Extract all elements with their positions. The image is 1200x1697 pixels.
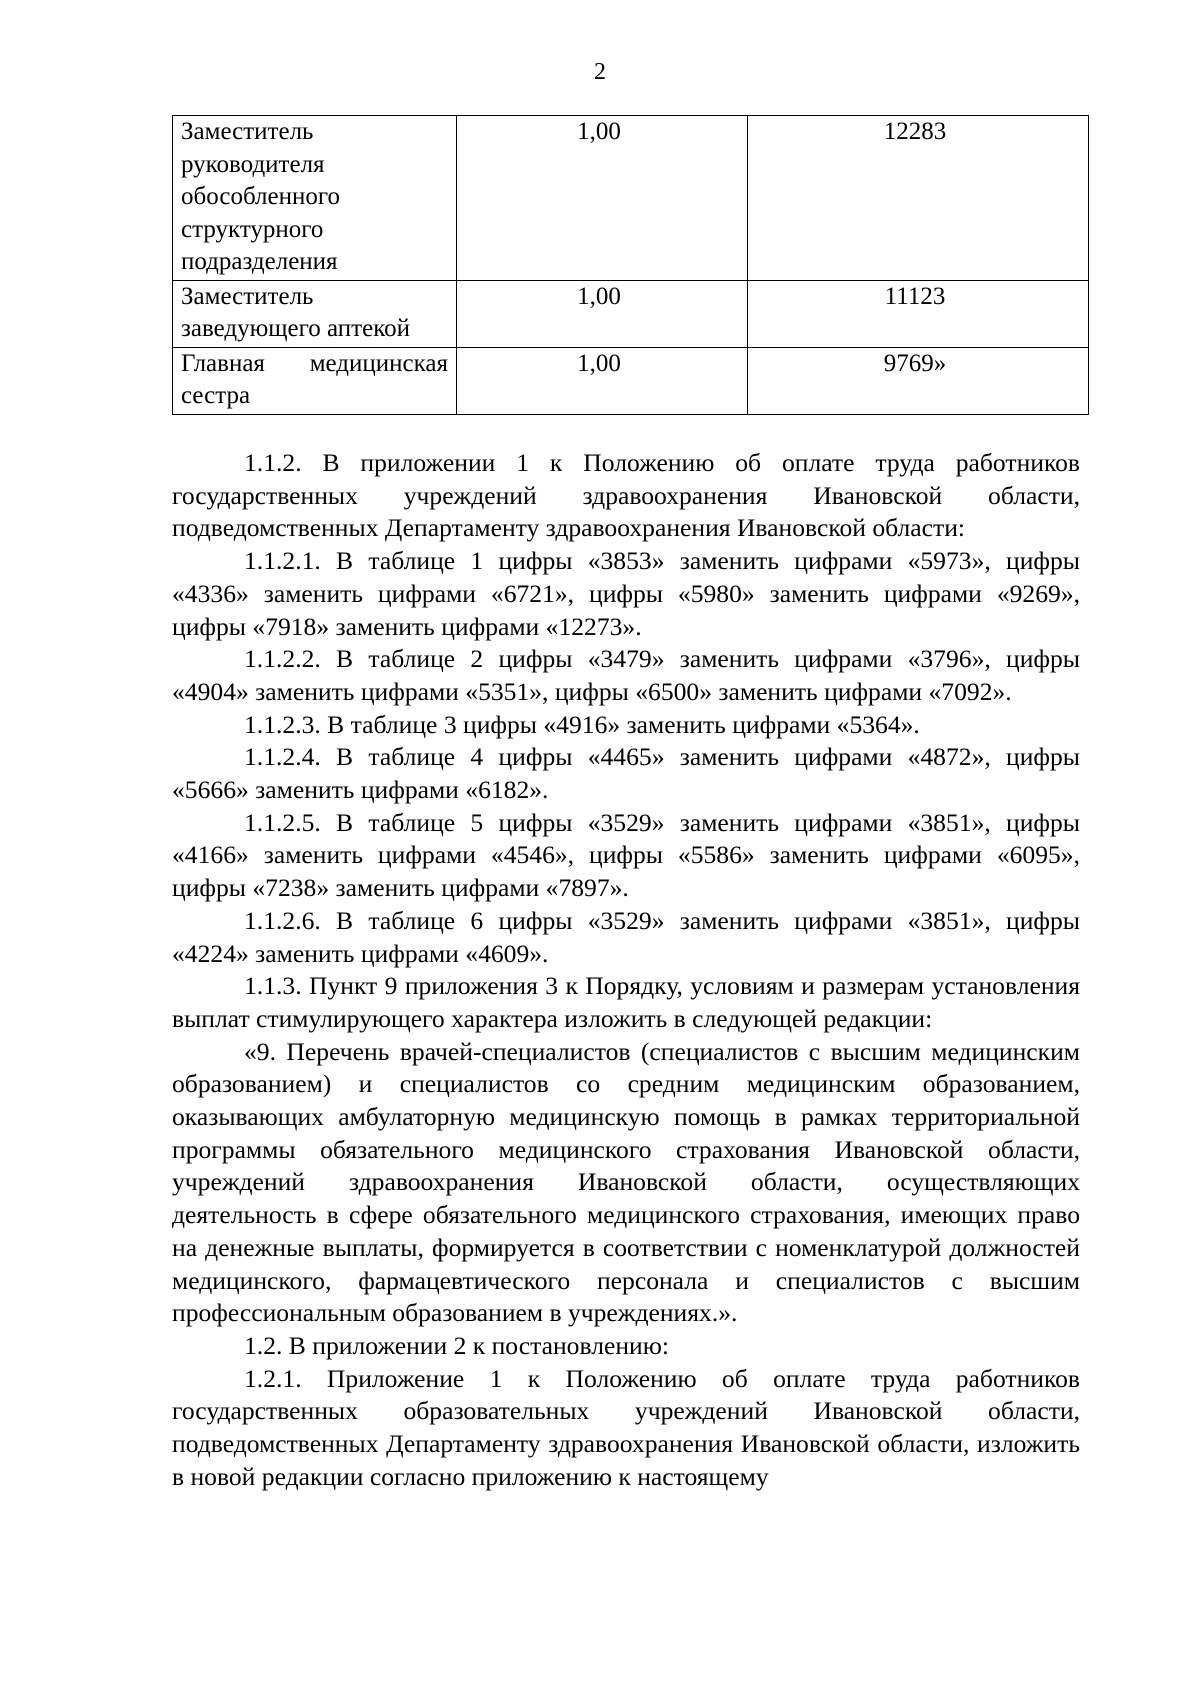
salary-cell (748, 116, 1089, 281)
salary-cell (748, 347, 1089, 414)
document-body (172, 447, 1080, 1494)
position-cell: Заместитель руководителя обособленного структурного подразделения (173, 116, 457, 281)
paragraph-1-1-2-3: 1.1.2.3. В таблице 3 цифры «4916» заменить цифрами «5364». (244, 709, 920, 739)
table-row (173, 347, 1089, 414)
rate-value: 1,00 (577, 349, 621, 377)
rate-cell (457, 347, 748, 414)
staff-salary-table (172, 115, 1089, 415)
rate-cell (457, 280, 748, 347)
salary-value: 11123 (884, 282, 946, 310)
salary-value: 12283 (883, 118, 947, 145)
page-number: 2 (594, 59, 606, 85)
paragraph-1-1-3: 1.1.3. Пункт 9 приложения 3 к Порядку, условиям и размерам установления выплат стимулирующего характера изложить в следующей редакции: (172, 971, 1080, 1033)
paragraph-1-2-1: 1.2.1. Приложение 1 к Положению об оплате труда работников государственных образовательных учреждений Ивановской области, подведомственных Департаменту здравоохранения Ивановской области, изложить в новой редакции согласно приложению к настоящему (172, 1363, 1080, 1491)
paragraph-quote-9: «9. Перечень врачей-специалистов (специалистов с высшим медицинским образованием) и специалистов со средним медицинским образованием, оказывающих амбулаторную медицинскую помощь в рамках территориальной программы обязательного медицинского страхования Ивановской области, учреждений здравоохранения Ивановской области, осуществляющих деятельность в сфере обязательного медицинского страхования, имеющих право на денежные выплаты, формируется в соответствии с номенклатурой должностей медицинского, фармацевтического персонала и специалистов с высшим профессиональным образованием в учреждениях.». (172, 1036, 1080, 1328)
paragraph-1-1-2-6: 1.1.2.6. В таблице 6 цифры «3529» заменить цифрами «3851», цифры «4224» заменить цифрами «4609». (172, 905, 1080, 968)
paragraph-1-1-2: 1.1.2. В приложении 1 к Положению об оплате труда работников государственных учреждений здравоохранения Ивановской области, подведомственных Департаменту здравоохранения Ивановской области: (172, 448, 1080, 543)
table-row (173, 116, 1089, 281)
paragraph-1-2: 1.2. В приложении 2 к постановлению: (244, 1330, 669, 1360)
rate-value: 1,00 (577, 118, 621, 145)
rate-value: 1,00 (577, 282, 621, 310)
table-row (173, 280, 1089, 347)
position-cell: Главная медицинская сестра (173, 347, 457, 414)
paragraph-1-1-2-5: 1.1.2.5. В таблице 5 цифры «3529» заменить цифрами «3851», цифры «4166» заменить цифрами «4546», цифры «5586» заменить цифрами «6095», цифры «7238» заменить цифрами «7897». (172, 807, 1080, 903)
position-cell: Заместитель заведующего аптекой (173, 280, 457, 347)
salary-cell (748, 280, 1089, 347)
paragraph-1-1-2-4: 1.1.2.4. В таблице 4 цифры «4465» заменить цифрами «4872», цифры «5666» заменить цифрами «6182». (172, 742, 1080, 805)
salary-value: 9769» (883, 349, 947, 377)
paragraph-1-1-2-2: 1.1.2.2. В таблице 2 цифры «3479» заменить цифрами «3796», цифры «4904» заменить цифрами «5351», цифры «6500» заменить цифрами «7092». (172, 644, 1080, 706)
paragraph-1-1-2-1: 1.1.2.1. В таблице 1 цифры «3853» заменить цифрами «5973», цифры «4336» заменить цифрами «6721», цифры «5980» заменить цифрами «9269», цифры «7918» заменить цифрами «12273». (172, 546, 1080, 641)
rate-cell (457, 116, 748, 281)
